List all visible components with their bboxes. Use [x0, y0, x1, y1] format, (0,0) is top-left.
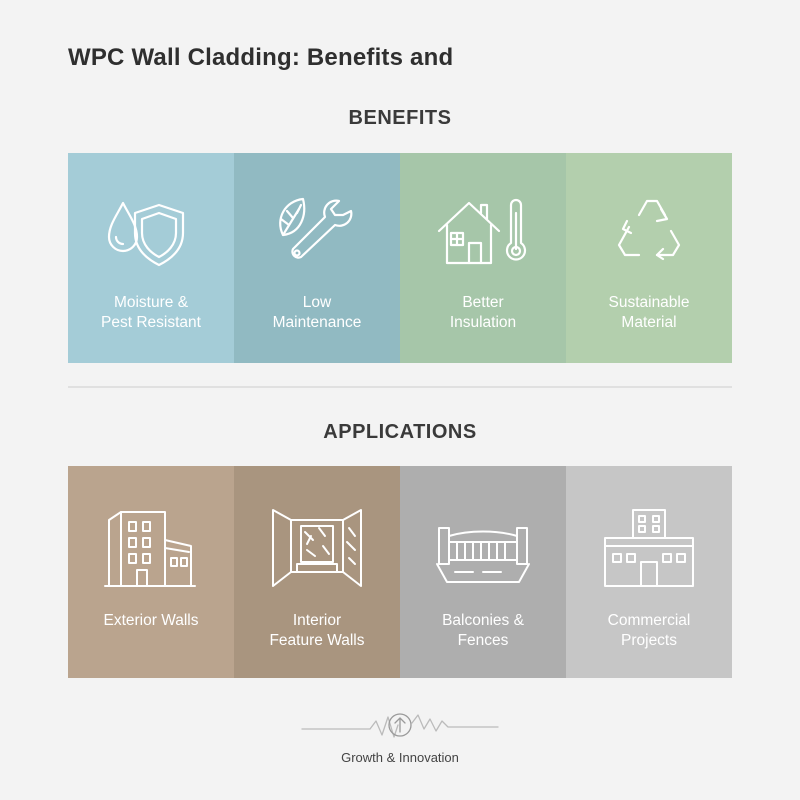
benefit-tile-moisture	[68, 153, 234, 363]
interior-room-icon	[267, 506, 367, 592]
application-tile-commercial	[566, 466, 732, 678]
application-tile-exterior	[68, 466, 234, 678]
benefit-tile-maintenance	[234, 153, 400, 363]
benefit-label: Low Maintenance	[272, 294, 362, 331]
page-title: WPC Wall Cladding: Benefits and	[68, 44, 454, 71]
house-thermometer-icon	[433, 193, 533, 273]
leaf-wrench-icon	[267, 193, 367, 273]
application-label: Commercial Projects	[607, 612, 691, 649]
application-label: Interior Feature Walls	[269, 612, 365, 649]
section-divider	[68, 386, 732, 388]
benefit-tile-insulation	[400, 153, 566, 363]
benefit-label: Sustainable Material	[608, 294, 690, 331]
building-icon	[101, 506, 201, 592]
benefit-label: Moisture & Pest Resistant	[101, 294, 201, 331]
application-label: Balconies & Fences	[442, 612, 524, 649]
applications-row	[68, 466, 732, 678]
application-tile-balconies	[400, 466, 566, 678]
recycle-icon	[599, 193, 699, 273]
water-drop-shield-icon	[101, 193, 201, 273]
application-tile-interior	[234, 466, 400, 678]
benefits-heading: BENEFITS	[348, 107, 452, 129]
application-label: Exterior Walls	[103, 612, 199, 629]
benefit-tile-sustainable	[566, 153, 732, 363]
benefit-label: Better Insulation	[449, 294, 517, 331]
applications-heading: APPLICATIONS	[323, 421, 477, 443]
balcony-fence-icon	[433, 506, 533, 592]
benefits-row	[68, 153, 732, 363]
commercial-building-icon	[599, 506, 699, 592]
footer-label: Growth & Innovation	[341, 750, 459, 765]
growth-arrow-icon	[300, 705, 500, 755]
